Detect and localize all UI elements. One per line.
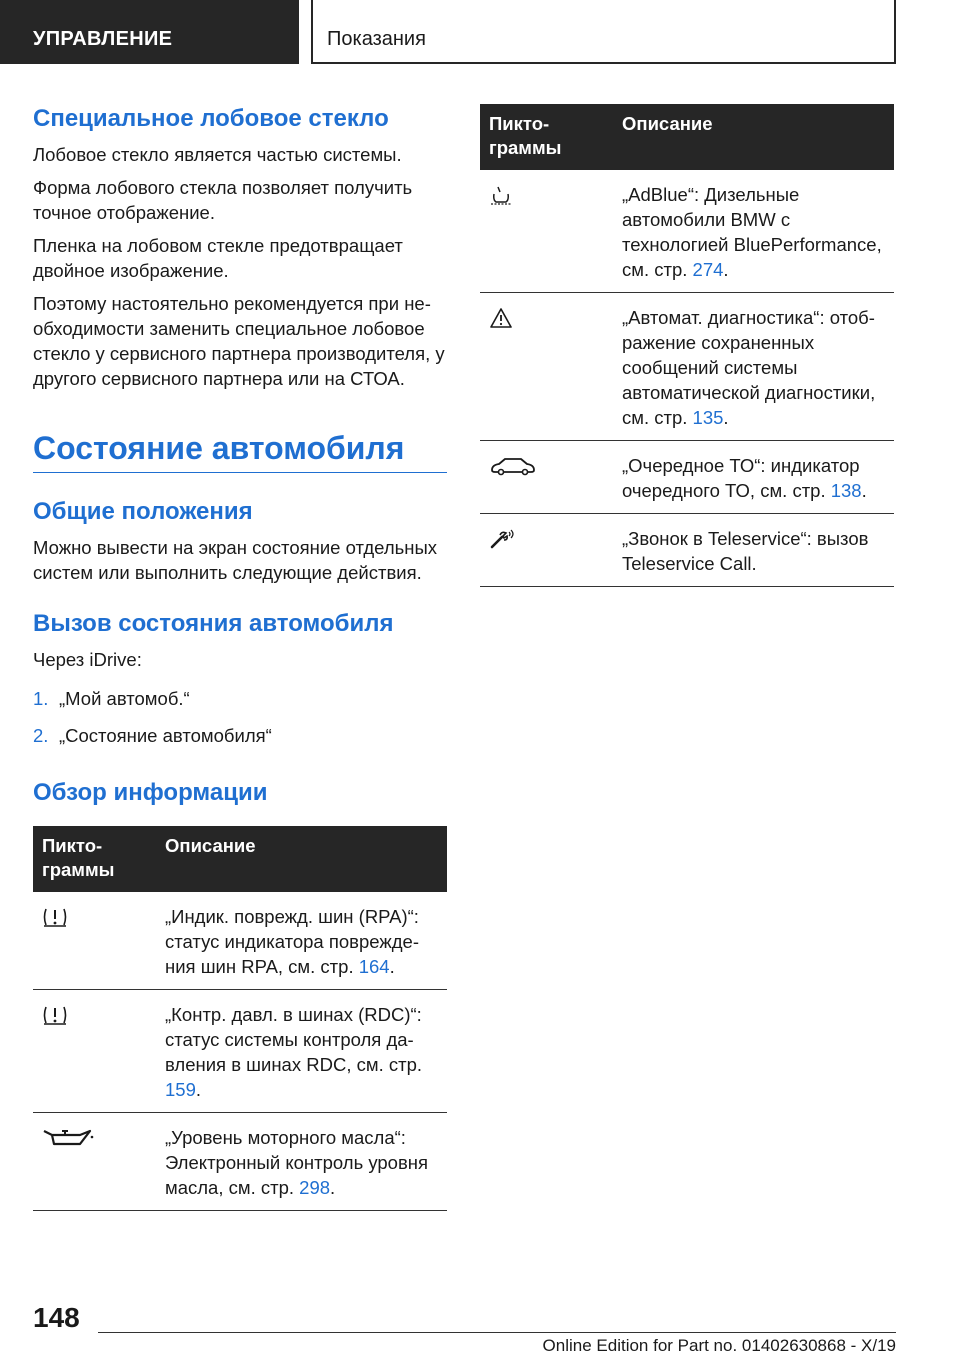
adblue-icon [489, 184, 513, 206]
column-header-description: Описание [613, 104, 894, 170]
overview-table-left [33, 826, 447, 1211]
page-link[interactable]: 274 [692, 259, 724, 280]
right-column [480, 104, 894, 587]
tire-pressure-icon [42, 1004, 68, 1026]
table-cell-icon [480, 170, 613, 293]
table-cell-icon [33, 892, 156, 990]
oil-can-icon [42, 1127, 94, 1149]
table-cell-description: „Уровень моторного масла“: Электронный контроль уровня масла, см. стр. 298. [156, 1113, 447, 1211]
footer-divider [98, 1332, 896, 1333]
table-row [480, 293, 894, 441]
heading-special-windshield: Специальное лобовое стекло [33, 105, 389, 132]
table-row [480, 514, 894, 587]
heading-overview: Обзор информации [33, 779, 268, 806]
table-cell-icon [33, 1113, 156, 1211]
page-link[interactable]: 164 [358, 956, 390, 977]
header-section: УПРАВЛЕНИЕ [0, 0, 299, 64]
table-row [480, 170, 894, 293]
heading-call-status: Вызов состояния автомобиля [33, 610, 394, 637]
page-link[interactable]: 135 [692, 407, 724, 428]
list-item [33, 723, 447, 748]
heading-vehicle-status: Состояние автомобиля [33, 428, 447, 473]
left-column [33, 104, 447, 1211]
paragraph: Форма лобового стекла позволяет получить точное отображение. [33, 177, 413, 223]
paragraph: Пленка на лобовом стекле предотвращает двойное изображение. [33, 235, 403, 281]
column-header-icons: Пиктограммы [33, 826, 156, 892]
overview-table-right [480, 104, 894, 587]
paragraph: Через iDrive: [33, 649, 142, 670]
table-header-row [33, 826, 447, 892]
table-cell-description: „AdBlue“: Дизельные автомобили BMW с технологией BluePerformance, см. стр. 274. [613, 170, 894, 293]
table-row [33, 1113, 447, 1211]
heading-general: Общие положения [33, 498, 253, 525]
service-car-icon [489, 455, 537, 477]
page-link[interactable]: 298 [299, 1177, 331, 1198]
steps-list [33, 686, 447, 748]
header-chapter: Показания [311, 0, 896, 64]
step-text: „Мой автомоб.“ [59, 688, 190, 709]
page-link[interactable]: 138 [830, 480, 862, 501]
step-number: 1. [33, 688, 49, 709]
list-item [33, 686, 447, 711]
paragraph: Лобовое стекло является частью системы. [33, 144, 402, 165]
table-cell-description: „Контр. давл. в шинах (RDC)“: статус системы контроля давления в шинах RDC, см. стр. 159. [156, 990, 447, 1113]
page-number: 148 [33, 1302, 80, 1333]
step-text: „Состояние автомобиля“ [59, 725, 272, 746]
column-header-description: Описание [156, 826, 447, 892]
table-row [33, 892, 447, 990]
column-header-icons: Пиктограммы [480, 104, 613, 170]
table-row [480, 441, 894, 514]
warning-triangle-icon [489, 307, 513, 329]
step-number: 2. [33, 725, 49, 746]
table-cell-description: „Звонок в Teleservice“: вызов Teleservice Call. [613, 514, 894, 587]
table-row [33, 990, 447, 1113]
table-cell-icon [480, 514, 613, 587]
table-cell-icon [33, 990, 156, 1113]
footer-edition: Online Edition for Part no. 01402630868 - X/19 [542, 1336, 896, 1355]
paragraph: Можно вывести на экран состояние отдельных систем или выполнить следующие действия. [33, 537, 438, 583]
tire-warning-icon [42, 906, 68, 928]
table-cell-icon [480, 293, 613, 441]
table-cell-description: „Индик. поврежд. шин (RPA)“: статус индикатора повреждения шин RPA, см. стр. 164. [156, 892, 447, 990]
paragraph: Поэтому настоятельно рекомендуется при необходимости заменить специальное лобовое стекло у сервисного партнера производителя, у другого сервисного партнера или на СТОА. [33, 293, 445, 389]
page-link[interactable]: 159 [165, 1079, 196, 1100]
table-cell-description: „Автомат. диагностика“: отображение сохраненных сообщений системы автоматической диагностики, см. стр. 135. [613, 293, 894, 441]
table-cell-description: „Очередное ТО“: индикатор очередного ТО, см. стр. 138. [613, 441, 894, 514]
table-header-row [480, 104, 894, 170]
table-cell-icon [480, 441, 613, 514]
teleservice-icon [489, 528, 517, 550]
